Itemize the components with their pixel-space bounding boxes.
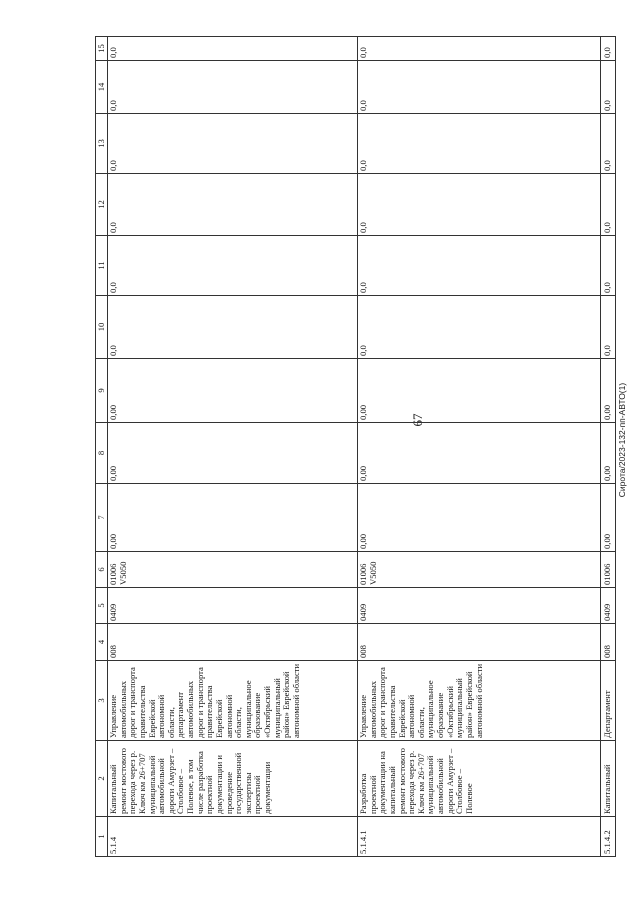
activity-name: Разработка проектной документации на капитальный ремонт мостового перехода через р. Ключ км 26+707 муниципальной автомобильной дороги Амурзет – Столбовое – Полевое [358,741,601,817]
header-cell: 11 [96,236,108,296]
value-cell: 0,00 [108,423,358,484]
value-cell: 0,0 [108,296,358,359]
responsible-executor: Департамент [601,661,616,741]
target-article-code: 01006 [601,552,616,588]
value-cell: 0,00 [358,423,601,484]
responsible-executor: Управление автомобильных дорог и транспорта правительства Еврейской автономной области, муниципальное образование «Октябрьский муниципальный район» Еврейской автономной области [358,661,601,741]
value-cell: 0,0 [358,296,601,359]
target-article-code: 01006 V5050 [108,552,358,588]
value-cell: 0,0 [108,114,358,174]
header-cell: 9 [96,359,108,423]
value-cell: 0,00 [601,359,616,423]
header-cell: 13 [96,114,108,174]
value-cell: 0,0 [358,174,601,236]
value-cell: 0,00 [358,359,601,423]
row-code: 5.1.4.1 [358,817,601,857]
grbs-code: 008 [108,624,358,661]
value-cell: 0,0 [358,236,601,296]
table-row [601,37,616,857]
header-row [96,37,108,857]
section-code: 0409 [601,588,616,624]
header-cell: 4 [96,624,108,661]
header-cell: 5 [96,588,108,624]
value-cell: 0,00 [358,484,601,552]
document-code: Сирота/2023-132-пп-АВТО(1) [617,382,627,498]
header-cell: 1 [96,817,108,857]
table-row [358,37,601,857]
page-number: 67 [410,413,425,427]
header-cell: 12 [96,174,108,236]
activity-name: Капитальный ремонт мостового перехода через р. Ключ км 26+707 муниципальной автомобильной дороги Амурзет – Столбовое – Полевое, в том числе разработка проектной документации и проведение государственной экспертизы проектной документации [108,741,358,817]
target-article-code: 01006 V5050 [358,552,601,588]
budget-table [95,36,616,857]
value-cell: 0,00 [601,484,616,552]
value-cell: 0,0 [601,236,616,296]
section-code: 0409 [358,588,601,624]
header-cell: 15 [96,37,108,61]
value-cell: 0,0 [601,37,616,61]
responsible-executor: Управление автомобильных дорог и транспорта правительства Еврейской автономной области, департамент автомобильных дорог и транспорта правительства Еврейской автономной области, муниципальное образование «Октябрьский муниципальный район» Еврейской автономной области [108,661,358,741]
header-cell: 7 [96,484,108,552]
rotated-table-wrapper [95,37,613,857]
header-cell: 10 [96,296,108,359]
section-code: 0409 [108,588,358,624]
value-cell: 0,0 [358,37,601,61]
value-cell: 0,0 [601,174,616,236]
value-cell: 0,0 [108,37,358,61]
value-cell: 0,0 [358,61,601,114]
activity-name: Капитальный [601,741,616,817]
grbs-code: 008 [358,624,601,661]
value-cell: 0,0 [108,61,358,114]
value-cell: 0,0 [108,174,358,236]
value-cell: 0,00 [601,423,616,484]
value-cell: 0,00 [108,359,358,423]
value-cell: 0,0 [601,114,616,174]
value-cell: 0,0 [601,61,616,114]
grbs-code: 008 [601,624,616,661]
header-cell: 14 [96,61,108,114]
value-cell: 0,0 [358,114,601,174]
value-cell: 0,00 [108,484,358,552]
row-code: 5.1.4 [108,817,358,857]
header-cell: 2 [96,741,108,817]
value-cell: 0,0 [108,236,358,296]
value-cell: 0,0 [601,296,616,359]
table-row [108,37,358,857]
header-cell: 3 [96,661,108,741]
header-cell: 8 [96,423,108,484]
header-cell: 6 [96,552,108,588]
row-code: 5.1.4.2 [601,817,616,857]
